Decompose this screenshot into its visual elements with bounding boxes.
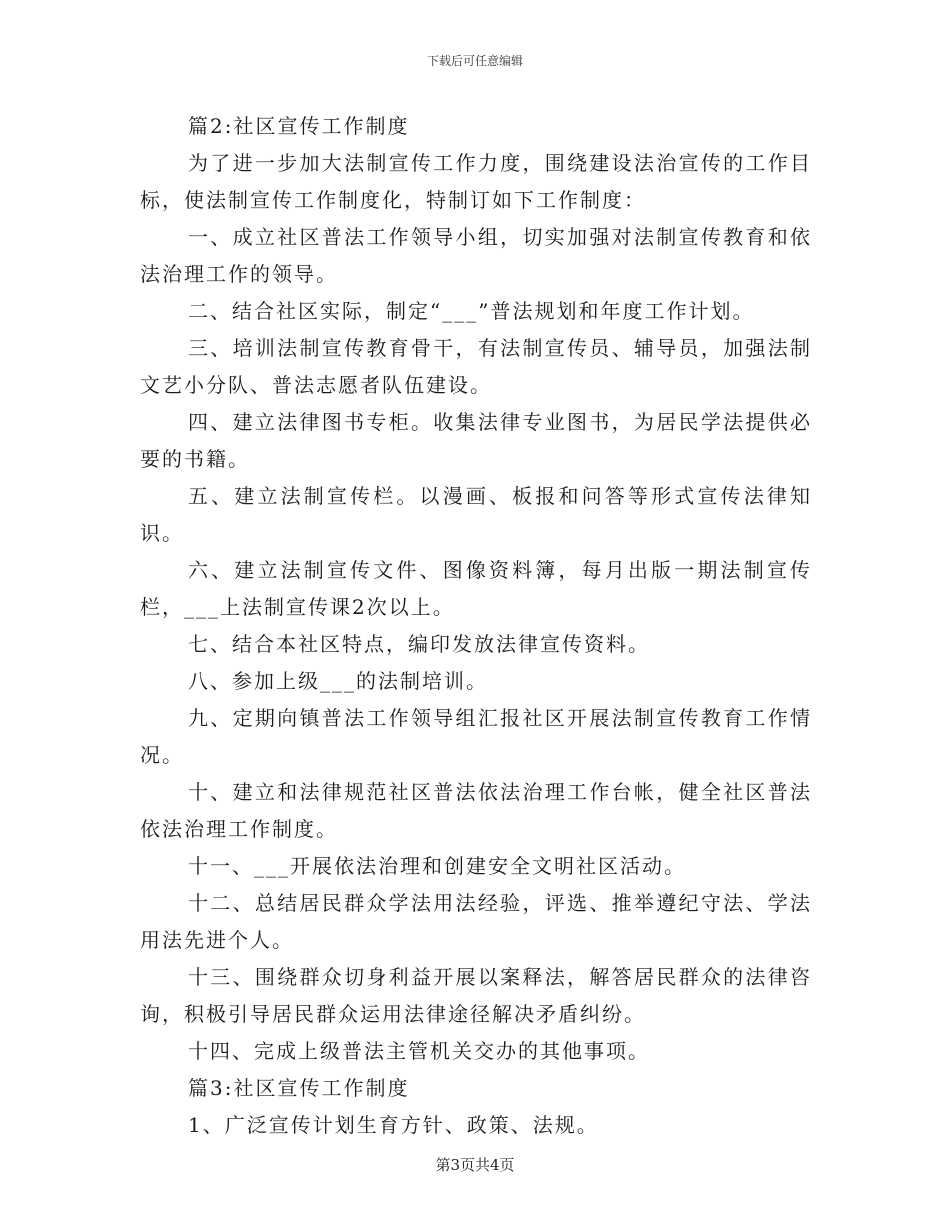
page-header: 下载后可任意编辑 xyxy=(426,54,523,68)
rule-item-3: 三、培训法制宣传教育骨干，有法制宣传员、辅导员，加强法制文艺小分队、普法志愿者队伍建设。 xyxy=(140,336,812,397)
rule-item-12: 十二、总结居民群众学法用法经验，评选、推举遵纪守法、学法用法先进个人。 xyxy=(140,891,812,952)
rule-item-4: 四、建立法律图书专柜。收集法律专业图书，为居民学法提供必要的书籍。 xyxy=(140,410,812,471)
section-title-3: 篇3:社区宣传工作制度 xyxy=(188,1076,410,1100)
section-3-item-1: 1、广泛宣传计划生育方针、政策、法规。 xyxy=(188,1113,599,1137)
document-body xyxy=(140,108,812,1144)
rule-item-1: 一、成立社区普法工作领导小组，切实加强对法制宣传教育和依法治理工作的领导。 xyxy=(140,225,812,286)
rule-item-8: 八、参加上级___的法制培训。 xyxy=(188,669,488,693)
rule-item-14: 十四、完成上级普法主管机关交办的其他事项。 xyxy=(188,1039,650,1063)
rule-item-7: 七、结合本社区特点，编印发放法律宣传资料。 xyxy=(188,632,650,656)
rule-item-6: 六、建立法制宣传文件、图像资料簿，每月出版一期法制宣传栏，___上法制宣传课2次以上。 xyxy=(140,558,812,619)
section-title-2: 篇2:社区宣传工作制度 xyxy=(188,114,410,138)
page-number-footer: 第3页共4页 xyxy=(435,1156,515,1174)
rule-item-2: 二、结合社区实际，制定“___”普法规划和年度工作计划。 xyxy=(188,299,755,323)
intro-paragraph: 为了进一步加大法制宣传工作力度，围绕建设法治宣传的工作目标，使法制宣传工作制度化，特制订如下工作制度： xyxy=(140,151,812,212)
rule-item-5: 五、建立法制宣传栏。以漫画、板报和问答等形式宣传法律知识。 xyxy=(140,484,812,545)
rule-item-11: 十一、___开展依法治理和创建安全文明社区活动。 xyxy=(188,854,686,878)
rule-item-9: 九、定期向镇普法工作领导组汇报社区开展法制宣传教育工作情况。 xyxy=(140,706,812,767)
rule-item-10: 十、建立和法律规范社区普法依法治理工作台帐，健全社区普法依法治理工作制度。 xyxy=(140,780,812,841)
rule-item-13: 十三、围绕群众切身利益开展以案释法，解答居民群众的法律咨询，积极引导居民群众运用法律途径解决矛盾纠纷。 xyxy=(140,965,812,1026)
